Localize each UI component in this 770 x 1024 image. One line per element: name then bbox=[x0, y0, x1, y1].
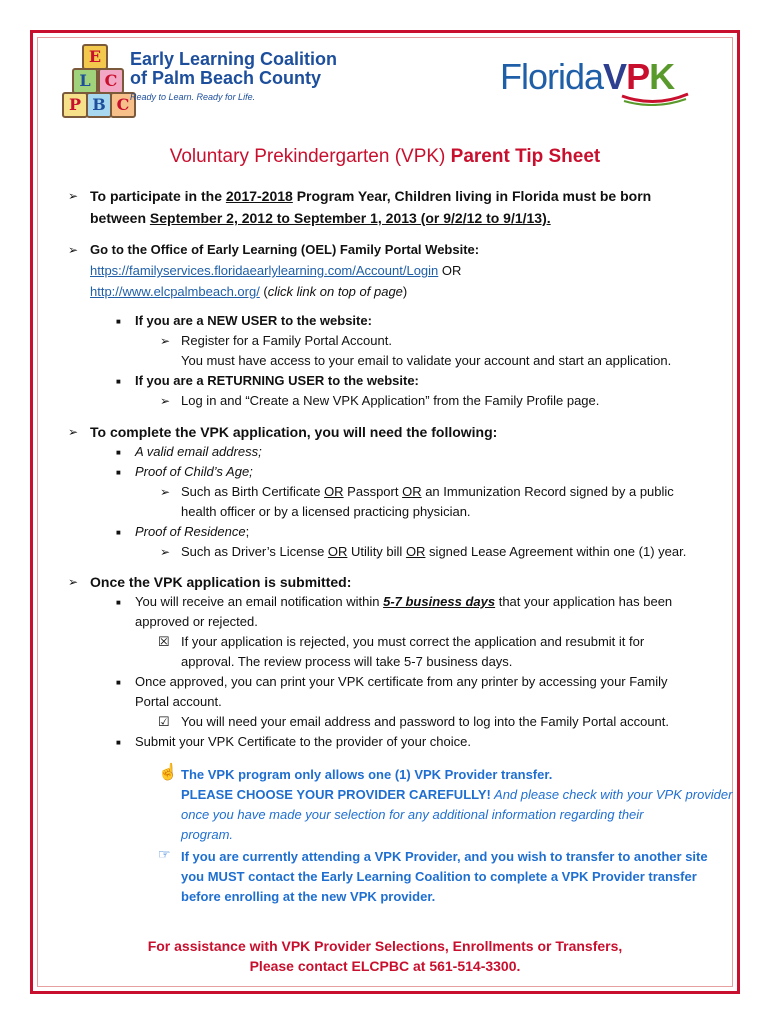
age-docs-line1 bbox=[181, 482, 674, 502]
square-bullet-icon: ■ bbox=[116, 468, 121, 477]
submit-certificate: Submit your VPK Certificate to the provider of your choice. bbox=[135, 734, 471, 749]
s1-year: 2017-2018 bbox=[225, 188, 293, 204]
logo-p: P bbox=[626, 56, 650, 97]
arrow-bullet-icon: ➢ bbox=[68, 575, 79, 589]
age-docs-or2: OR bbox=[402, 484, 422, 499]
square-bullet-icon: ■ bbox=[116, 317, 121, 326]
abc-blocks-icon bbox=[62, 44, 130, 120]
req-email: A valid email address; bbox=[135, 444, 262, 459]
square-bullet-icon: ■ bbox=[116, 448, 121, 457]
approved-line2: Portal account. bbox=[135, 694, 222, 709]
elc-name-line1: Early Learning Coalition bbox=[130, 49, 338, 69]
logo-florida: Florida bbox=[500, 56, 604, 97]
notify-days: 5-7 business days bbox=[383, 594, 496, 609]
attending-note-line2: you MUST contact the Early Learning Coalition to complete a VPK Provider transfer bbox=[181, 869, 697, 884]
s1-text-c: between bbox=[90, 210, 150, 226]
footer-line1: For assistance with VPK Provider Selections, Enrollments or Transfers, bbox=[147, 938, 623, 954]
transfer-note-line1: The VPK program only allows one (1) VPK Provider transfer. bbox=[181, 767, 553, 782]
square-bullet-icon: ■ bbox=[116, 678, 121, 687]
s1-line2 bbox=[90, 208, 551, 228]
notify-line1 bbox=[135, 592, 672, 612]
transfer-caution: PLEASE CHOOSE YOUR PROVIDER CAREFULLY! bbox=[181, 787, 491, 802]
new-user-heading: If you are a NEW USER to the website: bbox=[135, 313, 372, 328]
oel-portal-link[interactable]: https://familyservices.floridaearlylearning.com/Account/Login bbox=[90, 263, 439, 278]
square-bullet-icon: ■ bbox=[116, 528, 121, 537]
transfer-note-line4: program. bbox=[181, 827, 234, 842]
req-residence bbox=[135, 522, 249, 542]
age-docs-a: Such as Birth Certificate bbox=[181, 484, 325, 499]
s2-note-open: ( bbox=[259, 284, 268, 299]
returning-user-heading: If you are a RETURNING USER to the website: bbox=[135, 373, 419, 388]
block-b: B bbox=[86, 92, 112, 118]
arrow-bullet-icon: ➢ bbox=[68, 189, 79, 203]
s2-links-line2 bbox=[90, 282, 407, 302]
block-e: E bbox=[82, 44, 108, 70]
arrow-bullet-icon: ➢ bbox=[160, 545, 171, 559]
square-bullet-icon: ■ bbox=[116, 377, 121, 386]
elc-tagline: Ready to Learn. Ready for Life. bbox=[130, 92, 256, 102]
x-box-icon: ☒ bbox=[158, 634, 170, 649]
res-docs-or2: OR bbox=[405, 544, 426, 559]
block-c: C bbox=[98, 68, 124, 94]
s4-heading: Once the VPK application is submitted: bbox=[90, 574, 352, 590]
s1-dates: September 2, 2012 to September 1, 2013 (or 9/2/12 to 9/1/13). bbox=[149, 210, 551, 226]
arrow-bullet-icon: ➢ bbox=[68, 425, 79, 439]
returning-user-step1: Log in and “Create a New VPK Application” from the Family Profile page. bbox=[181, 393, 600, 408]
s2-heading: Go to the Office of Early Learning (OEL) Family Portal Website: bbox=[90, 242, 480, 257]
elc-name bbox=[130, 50, 337, 88]
s2-links-line1 bbox=[90, 261, 461, 281]
attending-note-line1: If you are currently attending a VPK Provider, and you wish to transfer to another site bbox=[181, 849, 708, 864]
elc-website-link[interactable]: http://www.elcpalmbeach.org/ bbox=[90, 284, 260, 299]
approved-line1: Once approved, you can print your VPK certificate from any printer by accessing your Family bbox=[135, 674, 668, 689]
residence-docs bbox=[181, 542, 686, 562]
pointing-hand-icon: ☞ bbox=[158, 846, 171, 862]
title-main: Voluntary Prekindergarten (VPK) bbox=[169, 146, 451, 167]
check-box-icon: ☑ bbox=[158, 714, 170, 729]
s1-line1 bbox=[90, 186, 651, 206]
s1-text-b: Program Year, Children living in Florida must be born bbox=[292, 188, 652, 204]
attending-note-line3: before enrolling at the new VPK provider. bbox=[181, 889, 436, 904]
elc-name-line2: of Palm Beach County bbox=[130, 68, 322, 88]
req-residence-label: Proof of Residence bbox=[135, 524, 246, 539]
page-title bbox=[0, 146, 770, 168]
footer-line2: Please contact ELCPBC at 561-514-3300. bbox=[249, 958, 521, 974]
new-user-step2: You must have access to your email to validate your account and start an application. bbox=[181, 353, 672, 368]
new-user-step1: Register for a Family Portal Account. bbox=[181, 333, 392, 348]
res-docs-a: Such as Driver’s License bbox=[181, 544, 328, 559]
logo-swoosh-icon bbox=[620, 92, 690, 106]
block-l: L bbox=[72, 68, 98, 94]
notify-a: You will receive an email notification within bbox=[135, 594, 384, 609]
res-docs-or1: OR bbox=[327, 544, 348, 559]
res-docs-b: Utility bill bbox=[347, 544, 406, 559]
rejected-line1: If your application is rejected, you must correct the application and resubmit it for bbox=[181, 634, 645, 649]
transfer-note-line2 bbox=[181, 785, 732, 805]
notify-b: that your application has been bbox=[495, 594, 673, 609]
arrow-bullet-icon: ➢ bbox=[160, 485, 171, 499]
s1-text-a: To participate in the bbox=[90, 188, 226, 204]
arrow-bullet-icon: ➢ bbox=[68, 243, 79, 257]
transfer-note-line3: once you have made your selection for any additional information regarding their bbox=[181, 807, 644, 822]
block-p: P bbox=[62, 92, 88, 118]
notify-line2: approved or rejected. bbox=[135, 614, 258, 629]
rejected-line2: approval. The review process will take 5-7 business days. bbox=[181, 654, 513, 669]
square-bullet-icon: ■ bbox=[116, 738, 121, 747]
arrow-bullet-icon: ➢ bbox=[160, 334, 171, 348]
s2-note-close: ) bbox=[402, 284, 408, 299]
title-bold: Parent Tip Sheet bbox=[450, 146, 601, 167]
age-docs-c: an Immunization Record signed by a public bbox=[421, 484, 674, 499]
s2-note: click link on top of page bbox=[267, 284, 403, 299]
arrow-bullet-icon: ➢ bbox=[160, 394, 171, 408]
s3-heading: To complete the VPK application, you will need the following: bbox=[90, 424, 498, 440]
logo-v: V bbox=[603, 56, 627, 97]
login-note: You will need your email address and password to log into the Family Portal account. bbox=[181, 714, 670, 729]
req-age: Proof of Child’s Age; bbox=[135, 464, 253, 479]
square-bullet-icon: ■ bbox=[116, 598, 121, 607]
age-docs-or1: OR bbox=[324, 484, 344, 499]
block-c2: C bbox=[110, 92, 136, 118]
pointing-hand-icon: ☝ bbox=[158, 764, 178, 781]
age-docs-b: Passport bbox=[343, 484, 403, 499]
elc-logo bbox=[62, 44, 352, 124]
age-docs-line2: health officer or by a licensed practicing physician. bbox=[181, 504, 471, 519]
res-docs-c: signed Lease Agreement within one (1) year. bbox=[425, 544, 687, 559]
transfer-note-c: And please check with your VPK provider bbox=[490, 787, 733, 802]
s2-or: OR bbox=[438, 263, 462, 278]
logo-k: K bbox=[649, 56, 675, 97]
req-residence-semi: ; bbox=[245, 524, 250, 539]
